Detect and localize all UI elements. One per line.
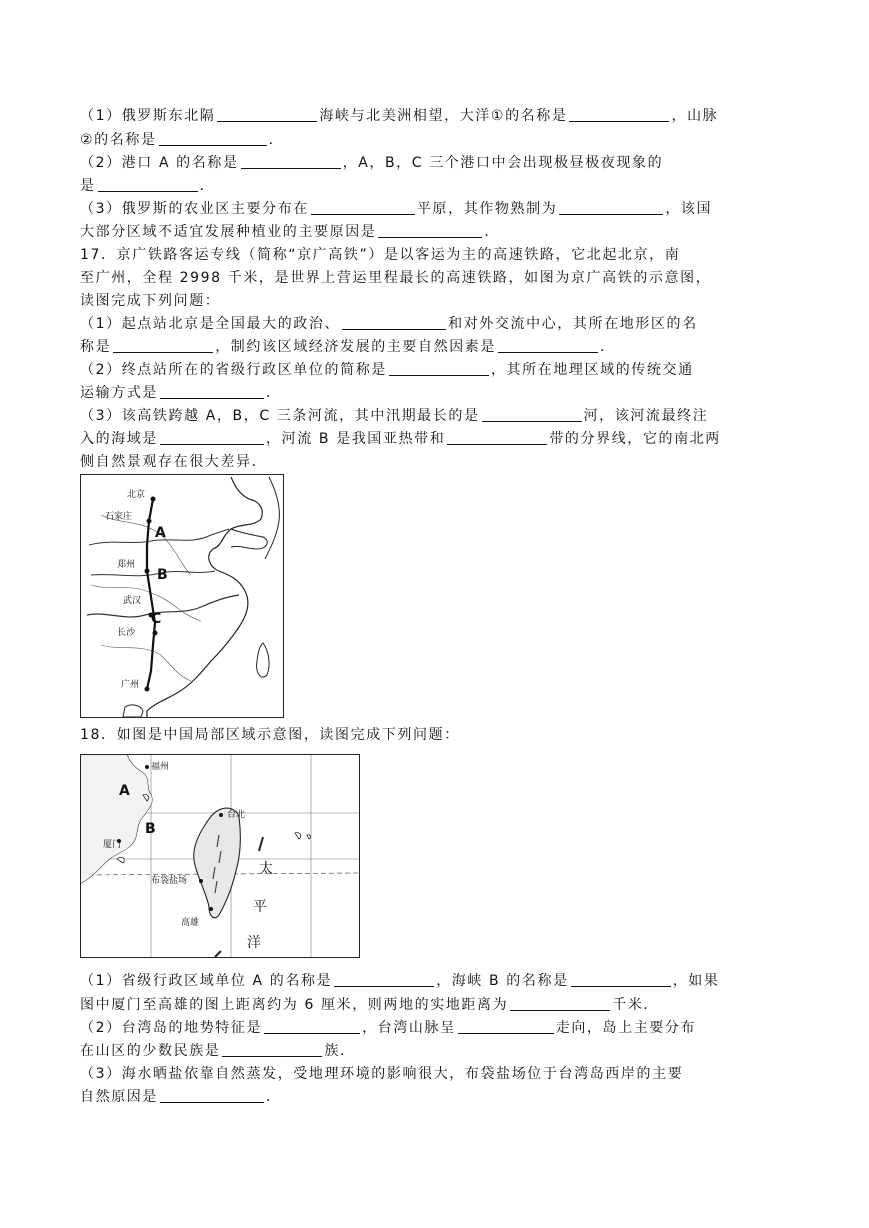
q17-line-7: 运输方式是 ． [80, 385, 282, 401]
map-drawing [81, 755, 359, 957]
q18-line-2: 图中厦门至高雄的图上距离约为 6 厘米，则两地的实地距离为 千米． [80, 997, 660, 1013]
answer-blank[interactable] [334, 972, 434, 987]
answer-blank[interactable] [389, 361, 489, 376]
q17-line-6: （2）终点站所在的省级行政区单位的简称是 ，其所在地理区域的传统交通 [80, 362, 694, 378]
q17-line-2: 至广州，全程 2998 千米，是世界上营运里程最长的高速铁路，如图为京广高铁的示意图， [80, 270, 712, 286]
q16-line-2: ②的名称是 ． [80, 132, 285, 148]
q16-line-1: （1）俄罗斯东北隔 海峡与北美洲相望，大洋①的名称是 ，山脉 [80, 108, 719, 124]
answer-blank[interactable] [264, 1019, 360, 1034]
answer-blank[interactable] [159, 131, 267, 146]
ocean-label: 太 [259, 861, 273, 877]
q18-line-6: 自然原因是 ． [80, 1089, 282, 1105]
q16-line-5: （3）俄罗斯的农业区主要分布在 平原，其作物熟制为 ，该国 [80, 201, 713, 217]
ocean-label: 洋 [247, 935, 261, 951]
city-label: 长沙 [117, 628, 136, 638]
place-label: 厦门 [103, 840, 122, 850]
map-letter: A [119, 783, 130, 799]
city-label: 郑州 [117, 560, 136, 570]
q17-line-3: 读图完成下列问题： [80, 293, 221, 309]
answer-blank[interactable] [498, 338, 598, 353]
answer-blank[interactable] [98, 177, 198, 192]
answer-blank[interactable] [113, 338, 213, 353]
q17-line-8: （3）该高铁跨越 A，B，C 三条河流，其中汛期最长的是 河，该河流最终注 [80, 408, 709, 424]
ocean-label: 平 [253, 899, 267, 915]
q17-line-1: 17．京广铁路客运专线（简称“京广高铁”）是以客运为主的高速铁路，它北起北京，南 [80, 247, 681, 263]
answer-blank[interactable] [510, 996, 610, 1011]
q17-line-5: 称是 ，制约该区域经济发展的主要自然因素是 ． [80, 339, 616, 355]
q16-line-3: （2）港口 A 的名称是 ，A，B，C 三个港口中会出现极昼极夜现象的 [80, 155, 664, 171]
city-label: 北京 [127, 490, 146, 500]
answer-blank[interactable] [571, 972, 671, 987]
place-label: 高雄 [181, 918, 200, 928]
answer-blank[interactable] [569, 107, 669, 122]
map-letter: B [145, 821, 156, 837]
q17-line-10: 侧自然景观存在很大差异． [80, 454, 268, 470]
place-label: 福州 [151, 762, 170, 772]
q18-line-3: （2）台湾岛的地势特征是 ，台湾山脉呈 走向，岛上主要分布 [80, 1020, 697, 1036]
answer-blank[interactable] [342, 315, 446, 330]
answer-blank[interactable] [447, 430, 547, 445]
place-label: 台北 [227, 810, 246, 820]
answer-blank[interactable] [160, 384, 264, 399]
q16-line-4: 是 ． [80, 178, 216, 194]
jingguang-railway-map [80, 474, 284, 718]
city-label: 广州 [121, 680, 140, 690]
answer-blank[interactable] [222, 1042, 322, 1057]
q17-line-9: 入的海域是 ，河流 B 是我国亚热带和 带的分界线，它的南北两 [80, 431, 721, 447]
answer-blank[interactable] [559, 200, 663, 215]
river-label: B [157, 567, 168, 583]
q18-line-4: 在山区的少数民族是 族． [80, 1043, 356, 1059]
city-label: 武汉 [123, 596, 142, 606]
taiwan-region-map [80, 754, 360, 958]
answer-blank[interactable] [217, 107, 317, 122]
q18-line-1: （1）省级行政区域单位 A 的名称是 ，海峡 B 的名称是 ，如果 [80, 973, 720, 989]
place-label: 布袋盐场 [151, 876, 188, 886]
answer-blank[interactable] [160, 430, 264, 445]
q17-line-4: （1）起点站北京是全国最大的政治、 和对外交流中心，其所在地形区的名 [80, 316, 698, 332]
answer-blank[interactable] [241, 154, 341, 169]
river-b [91, 571, 215, 576]
river-label: C [151, 611, 162, 627]
answer-blank[interactable] [311, 200, 415, 215]
city-label: 石家庄 [105, 512, 133, 522]
q18-line-5: （3）海水晒盐依靠自然蒸发，受地理环境的影响很大，布袋盐场位于台湾岛西岸的主要 [80, 1066, 684, 1082]
river-label: A [155, 525, 166, 541]
answer-blank[interactable] [458, 1019, 554, 1034]
answer-blank[interactable] [378, 223, 482, 238]
map-drawing [81, 475, 283, 717]
q16-line-6: 大部分区域不适宜发展种植业的主要原因是 ． [80, 224, 501, 240]
answer-blank[interactable] [160, 1088, 264, 1103]
q18-intro: 18．如图是中国局部区域示意图，读图完成下列问题： [80, 727, 460, 743]
answer-blank[interactable] [482, 407, 582, 422]
